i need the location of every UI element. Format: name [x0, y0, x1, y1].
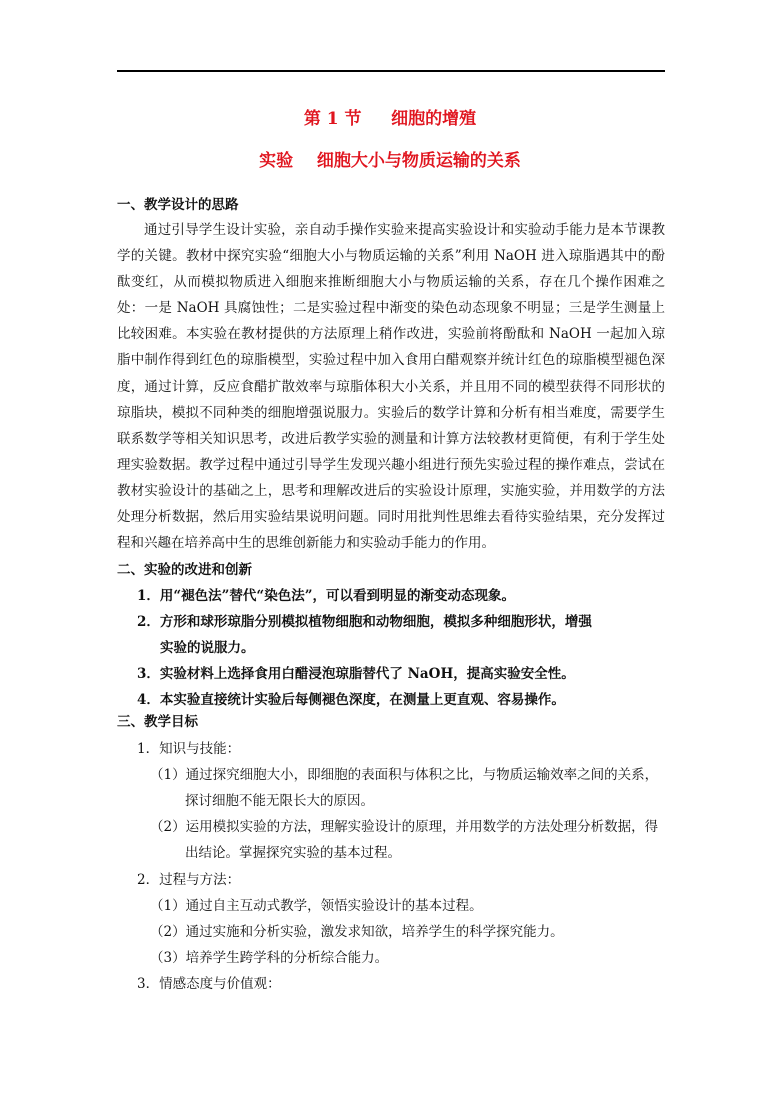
list-item: 1．用“褪色法”替代“染色法”，可以看到明显的渐变动态现象。 — [137, 588, 515, 604]
objective-item-continuation: 探讨细胞不能无限长大的原因。 — [185, 793, 374, 809]
objective-item: （3）培养学生跨学科的分析综合能力。 — [150, 950, 389, 966]
subheading-knowledge: 1．知识与技能： — [137, 741, 241, 757]
section-1-paragraph: 通过引导学生设计实验，亲自动手操作实验来提高实验设计和实验动手能力是本节课教学的关键。教材中探究实验“细胞大小与物质运输的关系”利用 NaOH 进入琼脂遇其中的酚酞变红，从而模拟物质进入细胞来推断细胞大小与物质运输的关系，存在几个操作困难之处：一是 NaOH 具腐蚀性；二是实验过程中渐变的染色动态现象不明显；三是学生测量上比较困难。本实验在教材提供的方法原理上稍作改进，实验前将酚酞和 NaOH 一起加入琼脂中制作得到红色的琼脂模型，实验过程中加入食用白醋观察并统计红色的琼脂模型褪色深度，通过计算，反应食醋扩散效率与琼脂体积大小关系，并且用不同的模型获得不同形状的琼脂块，模拟不同种类的细胞增强说服力。实验后的数学计算和分析有相当难度，需要学生联系数学等相关知识思考，改进后教学实验的测量和计算方法较教材更简便，有利于学生处理实验数据。教学过程中通过引导学生发现兴趣小组进行预先实验过程的操作难点，尝试在教材实验设计的基础之上，思考和理解改进后的实验设计原理，实施实验，并用数学的方法处理分析数据，然后用实验结果说明问题。同时用批判性思维去看待实验结果，充分发挥过程和兴趣在培养高中生的思维创新能力和实验动手能力的作用。 — [117, 222, 665, 552]
objective-item: （1）通过探究细胞大小，即细胞的表面积与体积之比，与物质运输效率之间的关系， — [150, 767, 659, 783]
section-title: 第 1 节 细胞的增殖 — [303, 109, 477, 129]
objective-item: （2）运用模拟实验的方法，理解实验设计的原理，并用数学的方法处理分析数据，得 — [150, 819, 659, 835]
section-1-heading: 一、教学设计的思路 — [117, 197, 239, 213]
list-item: 4．本实验直接统计实验后每侧褪色深度，在测量上更直观、容易操作。 — [137, 692, 565, 708]
subheading-values: 3．情感态度与价值观： — [137, 976, 281, 992]
objective-item: （2）通过实施和分析实验，激发求知欲，培养学生的科学探究能力。 — [150, 924, 564, 940]
objective-item-continuation: 出结论。掌握探究实验的基本过程。 — [185, 845, 401, 861]
objective-item: （1）通过自主互动式教学，领悟实验设计的基本过程。 — [150, 898, 483, 914]
section-3-heading: 三、教学目标 — [117, 714, 198, 730]
subheading-process: 2．过程与方法： — [137, 872, 241, 888]
list-item-continuation: 实验的说服力。 — [160, 640, 255, 656]
list-item: 2．方形和球形琼脂分别模拟植物细胞和动物细胞，模拟多种细胞形状，增强 — [137, 614, 592, 630]
top-rule — [117, 70, 665, 72]
experiment-title: 实验 细胞大小与物质运输的关系 — [259, 151, 521, 171]
section-2-heading: 二、实验的改进和创新 — [117, 562, 252, 578]
list-item: 3．实验材料上选择食用白醋浸泡琼脂替代了 NaOH，提高实验安全性。 — [137, 666, 575, 682]
